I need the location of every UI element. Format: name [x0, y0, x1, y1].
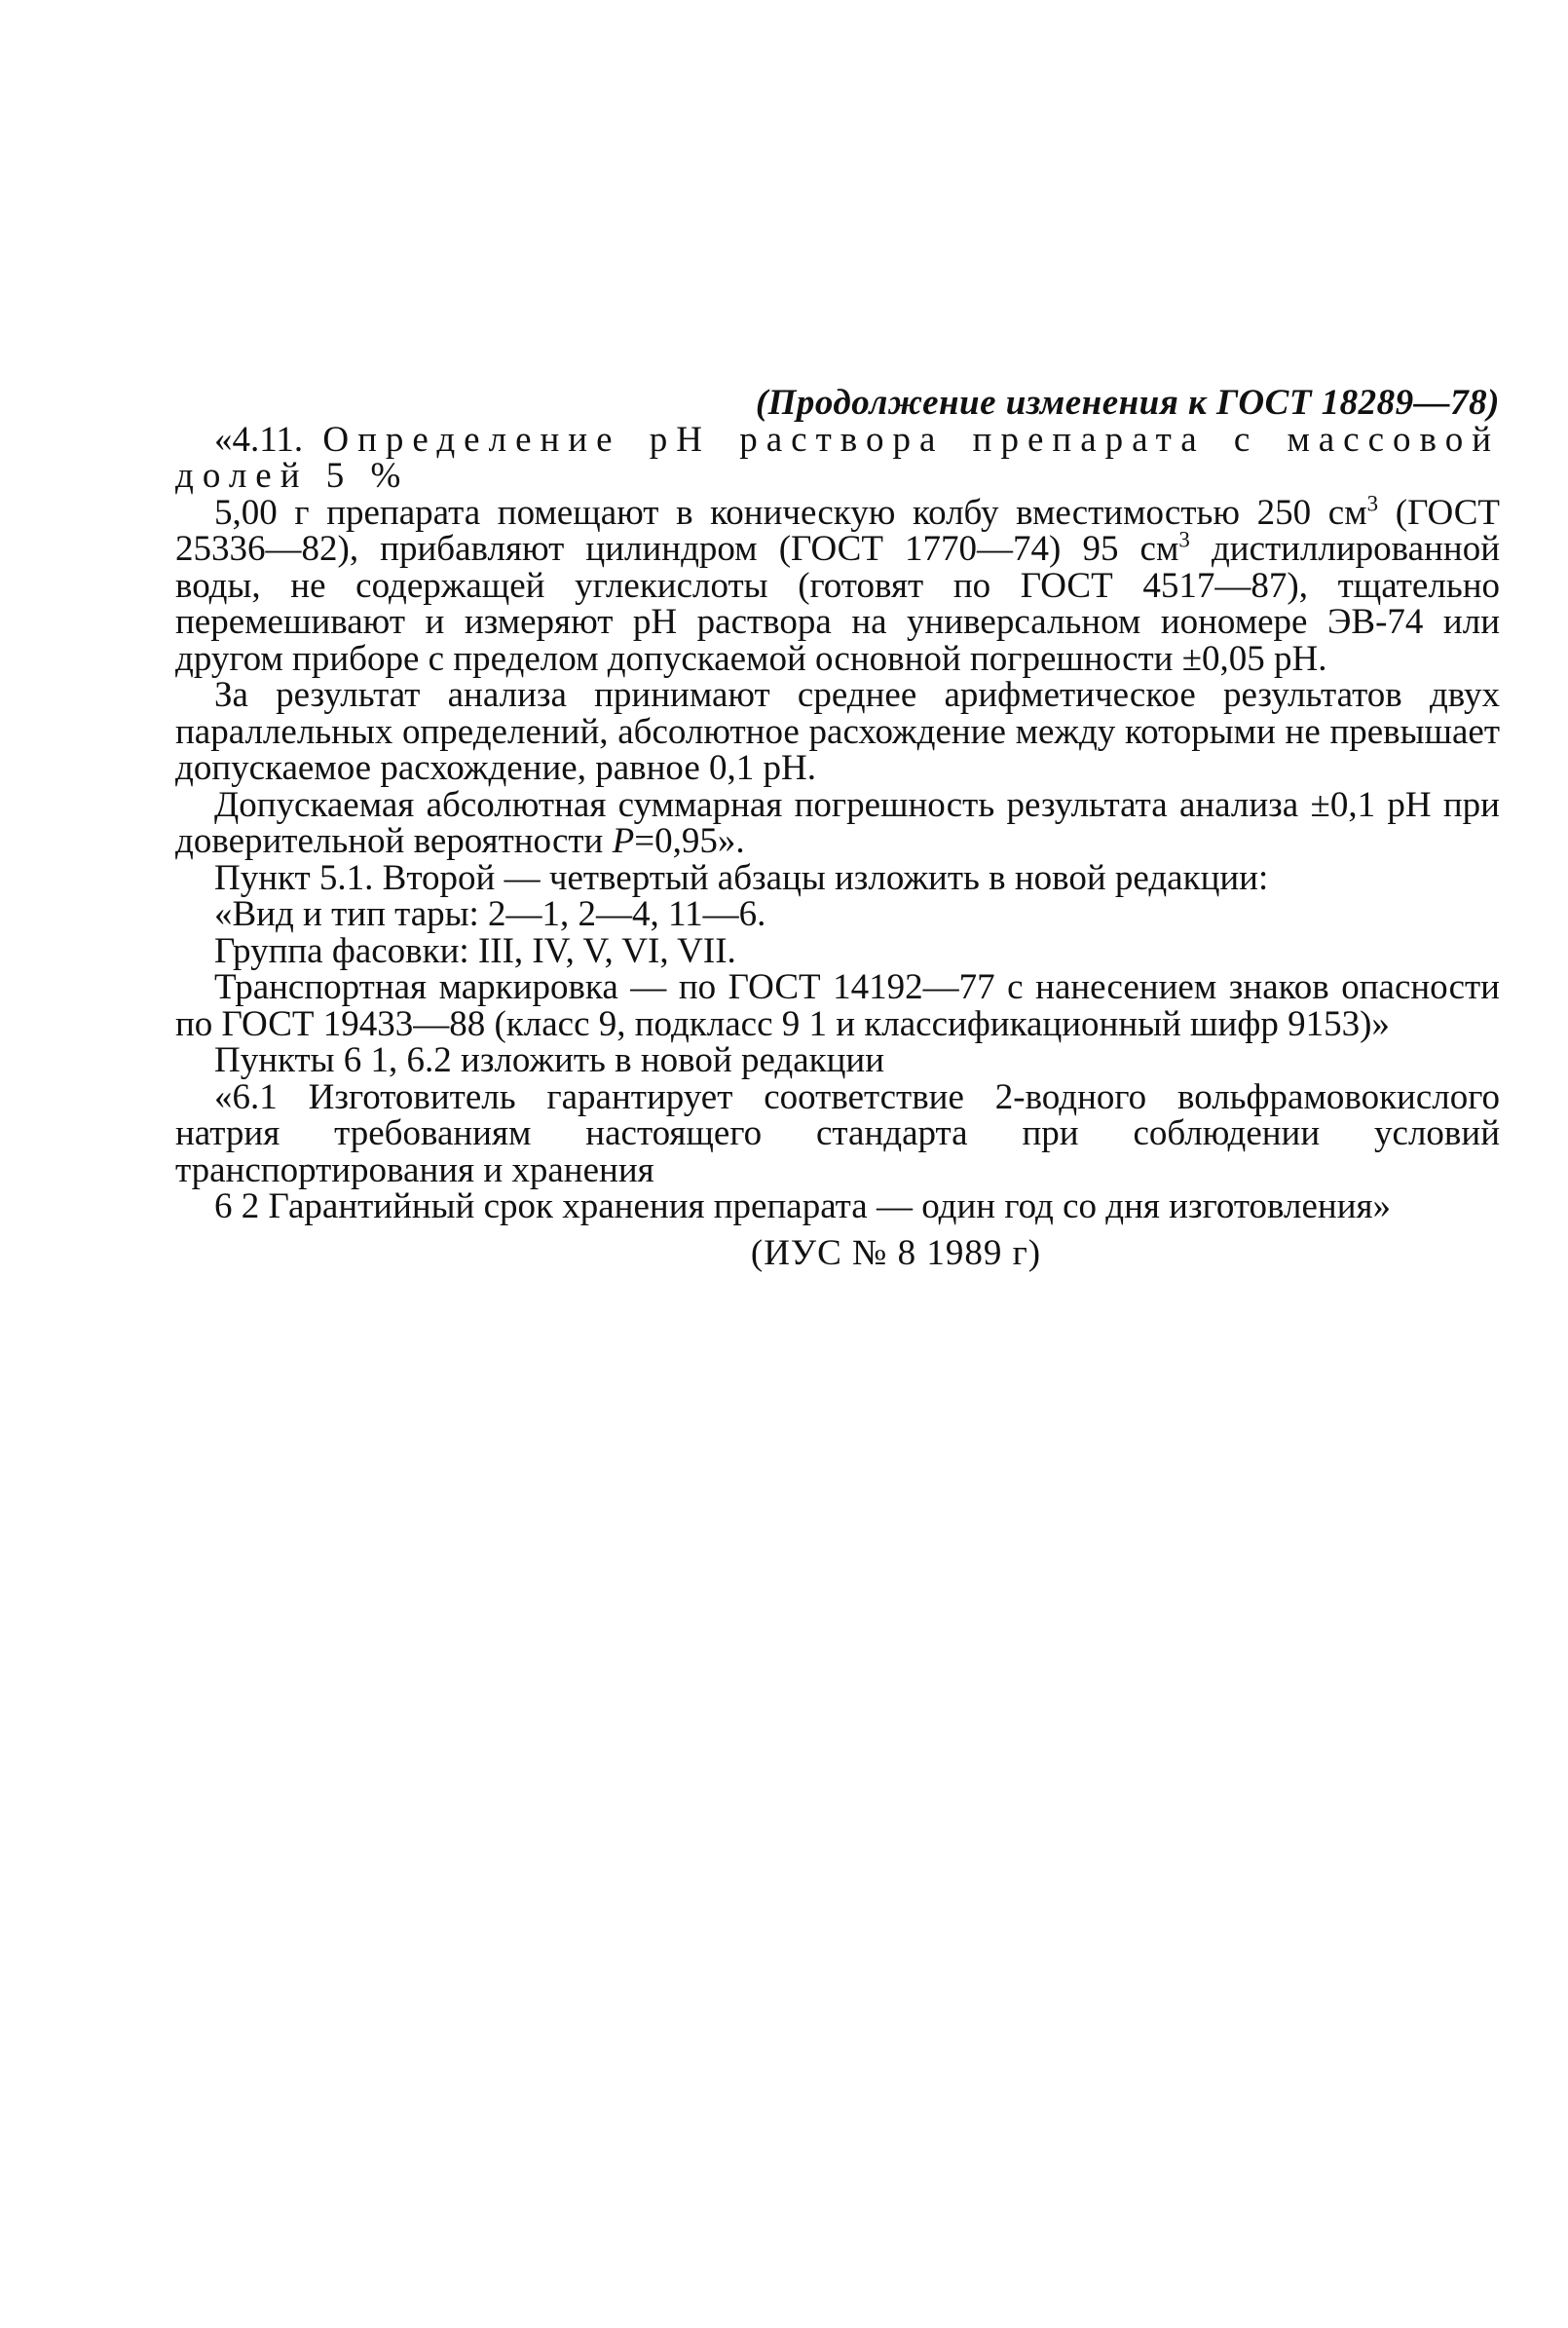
paragraph-packing-group: Группа фасовки: III, IV, V, VI, VII. — [214, 930, 736, 971]
paragraph-method-part-b: (ГОСТ 25336—82), прибавляют цилиндром (ГОСТ 1770—74) 95 см — [175, 492, 1500, 569]
continuation-heading: (Продолжение изменения к ГОСТ 18289—78) — [755, 383, 1500, 423]
probability-symbol: P — [612, 821, 635, 861]
superscript-3: 3 — [1366, 491, 1379, 516]
section-4-11-title — [175, 419, 1501, 496]
paragraph-items-6: Пункты 6 1, 6.2 изложить в новой редакции — [214, 1040, 885, 1080]
paragraph-error-part-a: Допускаемая абсолютная суммарная погрешность результата анализа ±0,1 pH при доверительной вероятности — [175, 784, 1500, 861]
paragraph-transport-marking: Транспортная маркировка — по ГОСТ 14192—77 с нанесением знаков опасности по ГОСТ 19433—88 (класс 9, подкласс 9 1 и классификационный шифр 9153)» — [175, 967, 1500, 1044]
paragraph-method-part-c: дистиллированной воды, не содержащей углекислоты (готовят по ГОСТ 4517—87), тщательно перемешивают и измеряют pH раствора на универсальном иономере ЭВ-74 или другом приборе с пределом допускаемой основной погрешности ±0,05 pH. — [175, 529, 1500, 679]
paragraph-error-part-b: =0,95». — [634, 821, 745, 861]
document-text — [175, 385, 1500, 1271]
superscript-3: 3 — [1178, 527, 1190, 552]
paragraph-container-type: «Вид и тип тары: 2—1, 2—4, 11—6. — [214, 894, 766, 934]
paragraph-item-5-1: Пункт 5.1. Второй — четвертый абзацы изложить в новой редакции: — [214, 857, 1269, 898]
ius-reference: (ИУС № 8 1989 г) — [750, 1232, 1042, 1273]
paragraph-6-1: «6.1 Изготовитель гарантирует соответствие 2-водного вольфрамовокислого натрия требованиям настоящего стандарта при соблюдении условий транспортирования и хранения — [175, 1076, 1500, 1190]
paragraph-result: За результат анализа принимают среднее арифметическое результатов двух параллельных определений, абсолютное расхождение между которыми не превышает допускаемое расхождение, равное 0,1 pH. — [175, 675, 1500, 788]
section-title: Определение pH раствора препарата с массовой долей 5 % — [175, 419, 1501, 496]
paragraph-method — [175, 491, 1500, 679]
paragraph-method-part-a: 5,00 г препарата помещают в коническую колбу вместимостью 250 см — [214, 492, 1367, 533]
paragraph-6-2: 6 2 Гарантийный срок хранения препарата — один год со дня изготовления» — [214, 1186, 1392, 1226]
section-number: «4.11. — [214, 419, 304, 460]
paragraph-error — [175, 784, 1500, 861]
